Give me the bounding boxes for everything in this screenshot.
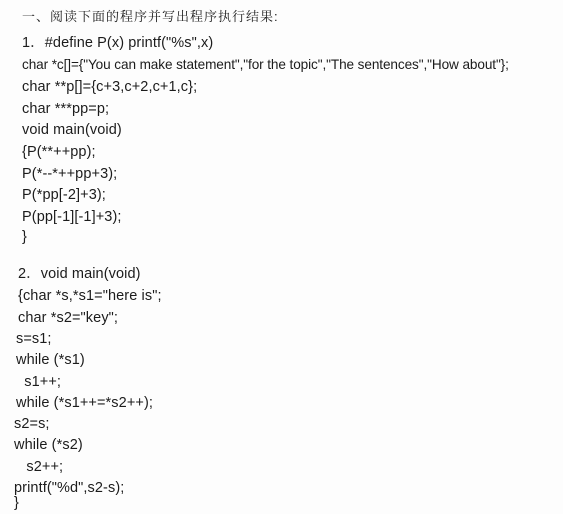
p1-line-2: char *c[]={"You can make statement","for the topic","The sentences","How about"}; bbox=[22, 57, 509, 72]
p1-line-6: {P(**++pp); bbox=[22, 144, 96, 160]
p2-line-2: {char *s,*s1="here is"; bbox=[18, 288, 162, 304]
p1-line-4: char ***pp=p; bbox=[22, 101, 110, 117]
p2-line-11: printf("%d",s2-s); bbox=[14, 480, 125, 496]
p2-line-8: s2=s; bbox=[14, 416, 50, 432]
p2-line-10: s2++; bbox=[14, 459, 64, 475]
section-heading: 一、阅读下面的程序并写出程序执行结果: bbox=[22, 9, 279, 24]
p1-line-5: void main(void) bbox=[22, 122, 122, 138]
p1-line-9: P(pp[-1][-1]+3); bbox=[22, 209, 122, 225]
p2-line-4: s=s1; bbox=[16, 331, 52, 347]
p2-line-6: s1++; bbox=[16, 374, 62, 390]
p2-line-9: while (*s2) bbox=[14, 437, 83, 453]
p1-line-8: P(*pp[-2]+3); bbox=[22, 187, 106, 203]
p2-line-7: while (*s1++=*s2++); bbox=[16, 395, 154, 411]
p1-line-1: 1．#define P(x) printf("%s",x) bbox=[22, 35, 214, 51]
p1-line-7: P(*--*++pp+3); bbox=[22, 166, 118, 182]
p2-line-5: while (*s1) bbox=[16, 352, 85, 368]
p2-line-3: char *s2="key"; bbox=[18, 310, 119, 326]
p2-line-1: 2．void main(void) bbox=[18, 266, 141, 282]
p1-line-10: } bbox=[22, 229, 27, 245]
p2-line-12: } bbox=[14, 495, 19, 511]
p1-line-3: char **p[]={c+3,c+2,c+1,c}; bbox=[22, 79, 198, 95]
